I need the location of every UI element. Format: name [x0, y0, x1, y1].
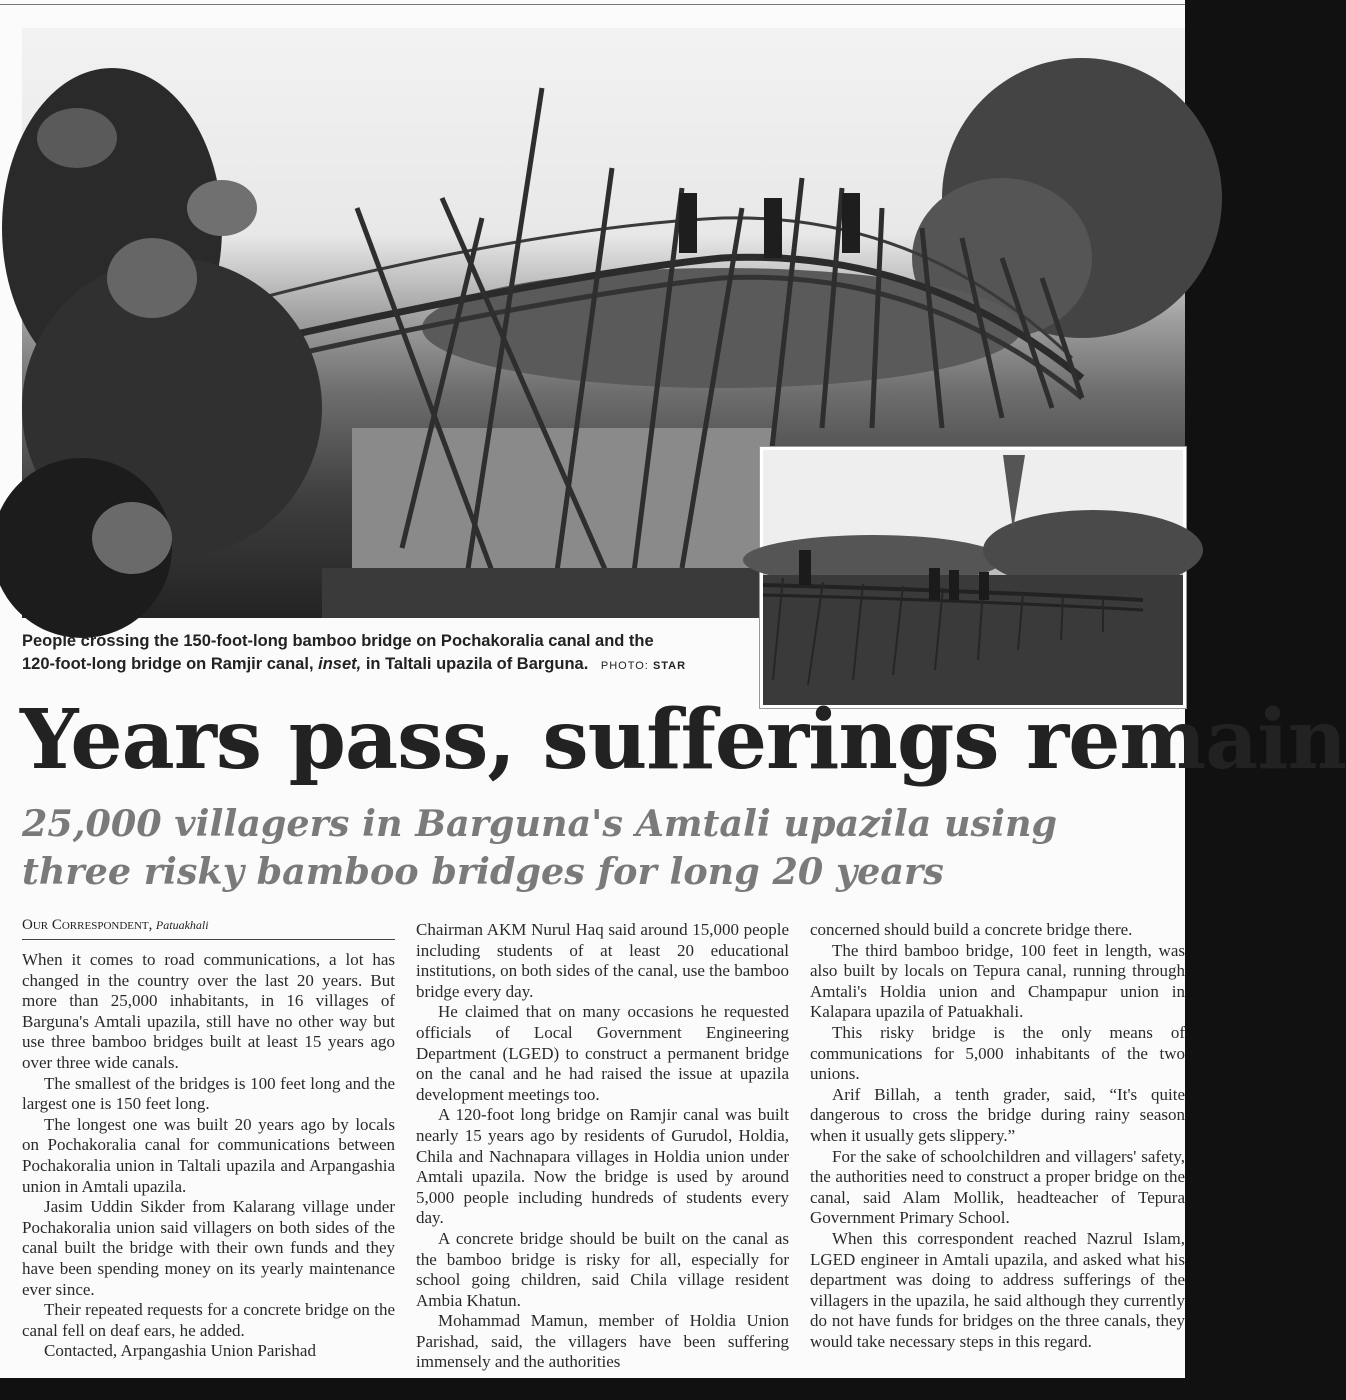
byline [22, 917, 395, 940]
paragraph: Mohammad Mamun, member of Holdia Union Parishad, said, the villagers have been suffering immensely and the authorities [416, 1311, 789, 1372]
top-rule [0, 4, 1185, 5]
photo-caption [22, 630, 732, 678]
paragraph: For the sake of schoolchildren and villagers' safety, the authorities need to construct a proper bridge on the canal, said Alam Mollik, headteacher of Tepura Government Primary School. [810, 1146, 1185, 1228]
photo-credit-source: STAR [652, 660, 687, 672]
caption-line-2-start: 120-foot-long bridge on Ramjir canal, [22, 655, 319, 673]
paragraph: A concrete bridge should be built on the canal as the bamboo bridge is risky for all, especially for school going children, said Chila village resident Ambia Khatun. [416, 1228, 789, 1310]
paragraph: Contacted, Arpangashia Union Parishad [44, 1341, 316, 1361]
paragraph: A 120-foot long bridge on Ramjir canal was built nearly 15 years ago by residents of Gurudol, Holdia, Chila and Nachnapara villages in Holdia union under Amtali upazila. Now the bridge is used by around 5,000 people including hundreds of students every day. [416, 1105, 789, 1228]
byline-place: Patuakhali [155, 918, 209, 932]
paragraph: This risky bridge is the only means of communications for 5,000 inhabitants of the two unions. [810, 1022, 1185, 1084]
bamboo-bridge-photo [22, 28, 1185, 618]
paragraph: The longest one was built 20 years ago by locals on Pochakoralia canal for communications between Pochakoralia union in Taltali upazila and Arpangashia union in Amtali upazila. [22, 1114, 395, 1196]
headline: Years pass, sufferings remain [20, 692, 1346, 788]
article-column-2 [416, 920, 789, 1373]
paragraph: When this correspondent reached Nazrul Islam, LGED engineer in Amtali upazila, and asked what his department was doing to address sufferings of the villagers in the upazila, he said although they currently do not have funds for bridges on the three canals, they would take necessary steps in this regard. [810, 1228, 1185, 1351]
caption-line-2-end: in Taltali upazila of Barguna. [361, 655, 589, 673]
inset-photo [760, 447, 1186, 708]
paragraph: He claimed that on many occasions he requested officials of Local Government Engineering Department (LGED) to construct a permanent bridge on the canal and he had raised the issue at upazila development meetings too. [416, 1002, 789, 1104]
paragraph: Jasim Uddin Sikder from Kalarang village under Pochakoralia union said villagers on both sides of the canal built the bridge with their own funds and they have been spending money on its yearly maintenance ever since. [22, 1197, 395, 1299]
paragraph: Arif Billah, a tenth grader, said, “It's quite dangerous to cross the bridge during rainy season when it usually gets slippery.” [810, 1084, 1185, 1145]
caption-inset-word: inset, [318, 655, 362, 673]
paragraph: Chairman AKM Nurul Haq said around 15,000 people including students of at least 20 educational institutions, on both sides of the canal, use the bamboo bridge every day. [416, 920, 789, 1001]
paragraph: When it comes to road communications, a lot has changed in the country over the last 20 years. But more than 25,000 inhabitants, in 16 villages of Barguna's Amtali upazila, still have no other way but use three bamboo bridges built at least 15 years ago over three wide canals. [22, 950, 395, 1072]
article-column-3 [810, 920, 1185, 1352]
article-column-1 [22, 950, 395, 1362]
paragraph: The smallest of the bridges is 100 feet long and the largest one is 150 feet long. [22, 1073, 395, 1114]
caption-line-1: People crossing the 150-foot-long bamboo bridge on Pochakoralia canal and the [22, 632, 654, 650]
byline-name: Our Correspondent, [22, 917, 153, 933]
paragraph: concerned should build a concrete bridge there. [810, 920, 1133, 939]
photo-credit-label: PHOTO: [600, 660, 649, 672]
paragraph: Their repeated requests for a concrete bridge on the canal fell on deaf ears, he added. [22, 1300, 395, 1340]
photo-credit [601, 660, 686, 672]
paragraph: The third bamboo bridge, 100 feet in length, was also built by locals on Tepura canal, running through Amtali's Holdia union and Champapur union in Kalapara upazila of Patuakhali. [810, 940, 1185, 1022]
subheadline: 25,000 villagers in Barguna's Amtali upazila using three risky bamboo bridges for long 20 years [22, 802, 1058, 893]
